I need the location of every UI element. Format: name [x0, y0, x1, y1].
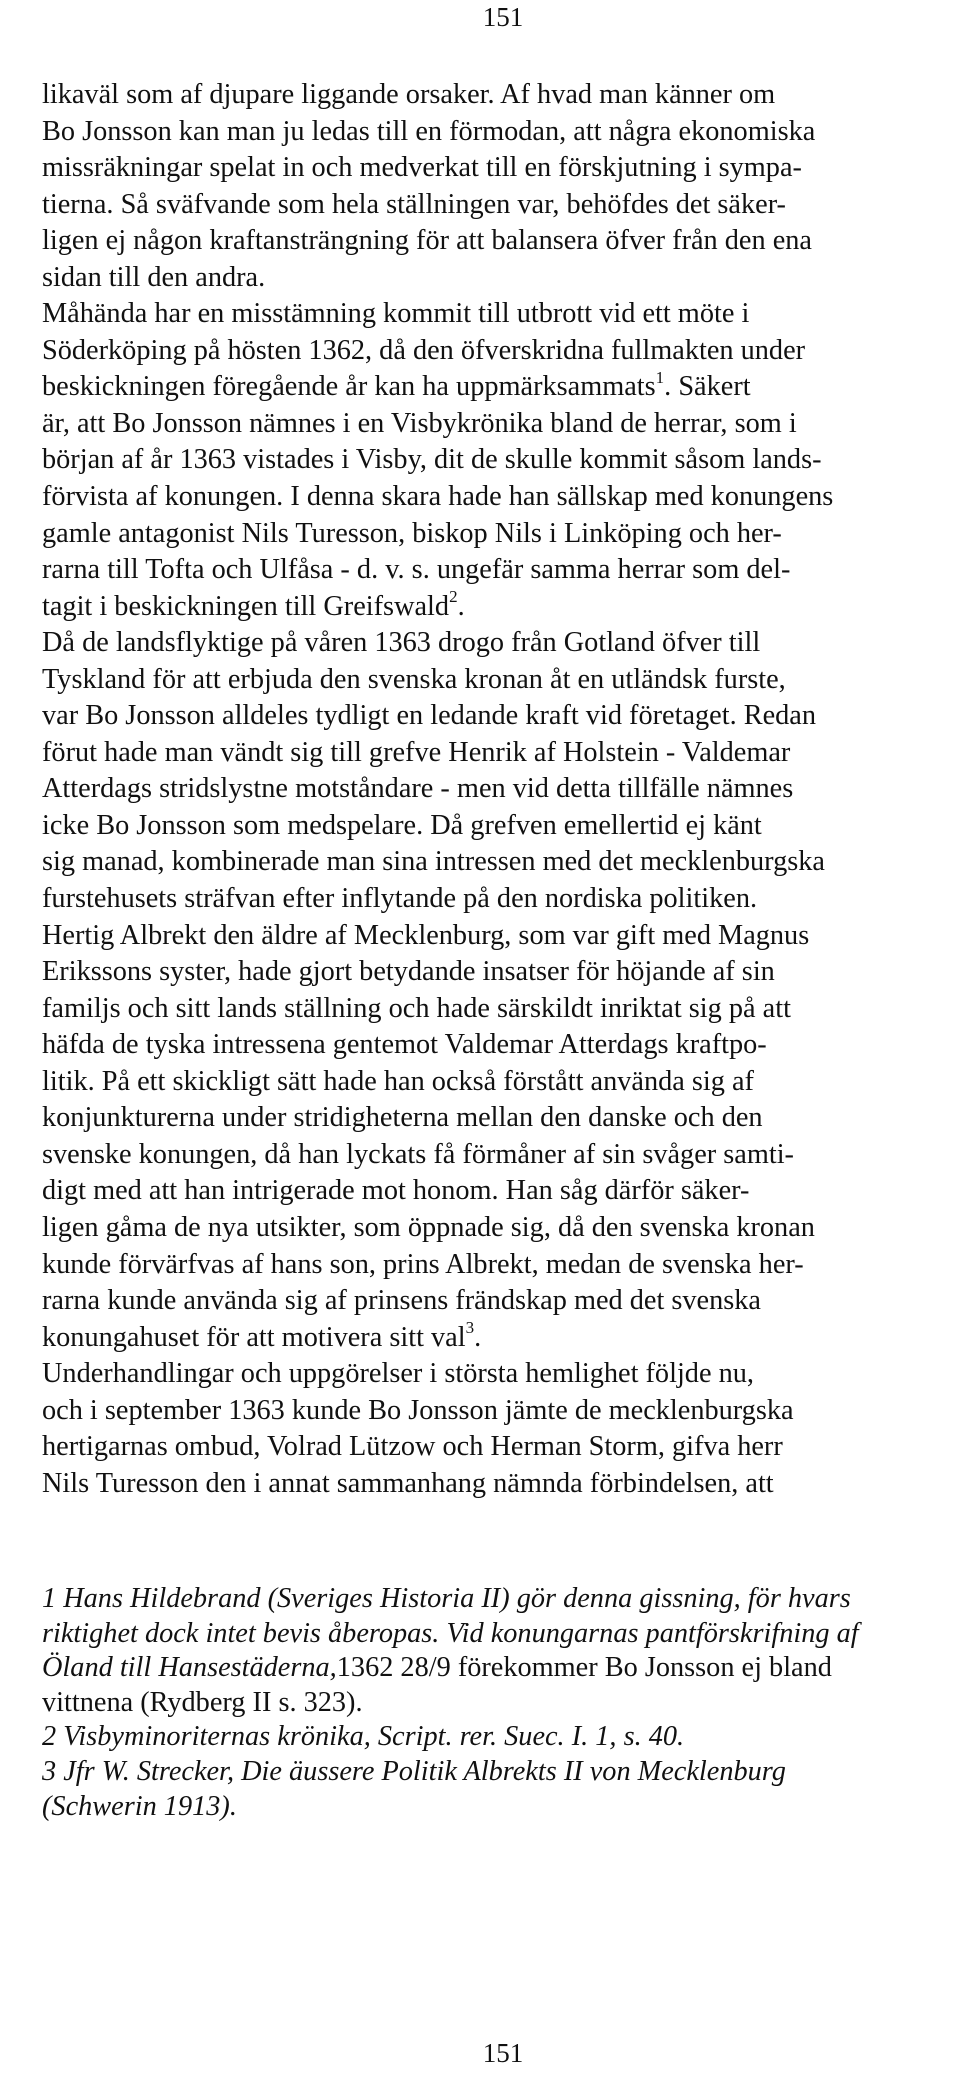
text-segment: Söderköping på hösten 1362, då den öfverskridna fullmakten under: [42, 334, 806, 366]
text-line: [42, 954, 942, 991]
text-line: [42, 771, 942, 808]
text-segment: förut hade man vändt sig till grefve Henrik af Holstein - Valdemar: [42, 736, 791, 768]
footnote-italic-text: 3 Jfr W. Strecker, Die äussere Politik Albrekts II von Mecklenburg: [42, 1755, 786, 1787]
text-line: [42, 735, 942, 772]
text-segment: Nils Turesson den i annat sammanhang nämnda förbindelsen, att: [42, 1467, 774, 1499]
footnote-line: [42, 1651, 942, 1686]
text-segment: Då de landsflyktige på våren 1363 drogo från Gotland öfver till: [42, 627, 761, 659]
text-segment: konungahuset för att motivera sitt val: [42, 1321, 466, 1353]
text-line: [42, 333, 942, 370]
text-line: [42, 442, 942, 479]
footnote-ref: 1: [655, 367, 665, 387]
text-segment: Tyskland för att erbjuda den svenska kronan åt en utländsk furste,: [42, 663, 786, 695]
text-segment: förvista af konungen. I denna skara hade han sällskap med konungens: [42, 481, 834, 513]
text-segment: Hertig Albrekt den äldre af Mecklenburg, som var gift med Magnus: [42, 919, 810, 951]
text-segment: .: [457, 590, 465, 622]
text-segment: var Bo Jonsson alldeles tydligt en ledande kraft vid företaget. Redan: [42, 700, 817, 732]
text-segment: furstehusets sträfvan efter inflytande på den nordiska politiken.: [42, 883, 758, 915]
text-segment: litik. På ett skickligt sätt hade han också förstått använda sig af: [42, 1065, 754, 1097]
text-line: [42, 1247, 942, 1284]
footnote-text: vittnena (Rydberg II s. 323).: [42, 1686, 363, 1718]
text-segment: . Säkert: [664, 371, 751, 403]
text-line: [42, 844, 942, 881]
text-line: [42, 1356, 942, 1393]
text-line: [42, 808, 942, 845]
text-line: [42, 1429, 942, 1466]
text-segment: icke Bo Jonsson som medspelare. Då grefven emellertid ej känt: [42, 809, 762, 841]
text-segment: början af år 1363 vistades i Visby, dit de skulle kommit såsom lands-: [42, 444, 822, 476]
footnote-italic-text: Öland till Hansestäderna,: [42, 1652, 337, 1684]
text-line: [42, 406, 942, 443]
text-segment: ligen gåma de nya utsikter, som öppnade sig, då den svenska kronan: [42, 1211, 815, 1243]
text-line: [42, 991, 942, 1028]
body-text: [42, 77, 942, 1502]
footnote-line: [42, 1720, 942, 1755]
text-segment: sidan till den andra.: [42, 261, 266, 293]
text-segment: tagit i beskickningen till Greifswald: [42, 590, 450, 622]
text-line: [42, 1137, 942, 1174]
text-line: [42, 1466, 942, 1503]
page-number-top: 151: [482, 2, 524, 32]
text-segment: rarna till Tofta och Ulfåsa - d. v. s. ungefär samma herrar som del-: [42, 554, 791, 586]
text-segment: är, att Bo Jonsson nämnes i en Visbykrönika bland de herrar, som i: [42, 407, 797, 439]
text-segment: beskickningen föregående år kan ha uppmärksammats: [42, 371, 656, 403]
footnote-ref: 3: [465, 1318, 475, 1338]
text-line: [42, 479, 942, 516]
text-line: [42, 1393, 942, 1430]
text-segment: kunde förvärfvas af hans son, prins Albrekt, medan de svenska her-: [42, 1248, 804, 1280]
footnote-italic-text: 1 Hans Hildebrand (Sveriges Historia II) gör denna gissning, för hvars: [42, 1583, 851, 1614]
text-line: [42, 150, 942, 187]
page-number-bottom: 151: [482, 2038, 524, 2068]
text-segment: tierna. Så sväfvande som hela ställningen var, behöfdes det säker-: [42, 188, 786, 220]
text-segment: ligen ej någon kraftansträngning för att balansera öfver från den ena: [42, 225, 812, 257]
text-line: [42, 1210, 942, 1247]
text-line: [42, 1320, 942, 1357]
footnote-italic-text: (Schwerin 1913).: [42, 1790, 237, 1822]
text-line: [42, 918, 942, 955]
text-line: [42, 881, 942, 918]
text-line: [42, 1027, 942, 1064]
footnote-text: 1362 28/9 förekommer Bo Jonsson ej bland: [336, 1652, 832, 1684]
text-line: [42, 77, 942, 114]
text-line: [42, 516, 942, 553]
text-line: [42, 662, 942, 699]
text-line: [42, 1173, 942, 1210]
text-line: [42, 552, 942, 589]
footnote-italic-text: 2 Visbyminoriternas krönika, Script. rer. Suec. I. 1, s. 40.: [42, 1721, 685, 1753]
text-segment: .: [474, 1321, 482, 1353]
footnote-ref: 2: [449, 587, 458, 607]
text-line: [42, 1100, 942, 1137]
text-line: [42, 1283, 942, 1320]
text-line: [42, 187, 942, 224]
text-line: [42, 114, 942, 151]
text-segment: Atterdags stridslystne motståndare - men vid detta tillfälle nämnes: [42, 773, 794, 805]
text-segment: likaväl som af djupare liggande orsaker. Af hvad man känner om: [42, 79, 776, 110]
text-line: [42, 369, 942, 406]
text-segment: Bo Jonsson kan man ju ledas till en förmodan, att några ekonomiska: [42, 115, 816, 147]
text-segment: sig manad, kombinerade man sina intressen med det mecklenburgska: [42, 846, 825, 878]
text-segment: digt med att han intrigerade mot honom. Han såg därför säker-: [42, 1175, 750, 1207]
text-line: [42, 625, 942, 662]
text-segment: häfda de tyska intressena gentemot Valdemar Atterdags kraftpo-: [42, 1029, 767, 1061]
text-segment: konjunkturerna under stridigheterna mellan den danske och den: [42, 1102, 763, 1134]
footnote-line: [42, 1755, 942, 1790]
text-segment: Måhända har en misstämning kommit till utbrott vid ett möte i: [42, 298, 750, 330]
footnote-line: [42, 1617, 942, 1652]
text-line: [42, 296, 942, 333]
text-line: [42, 589, 942, 626]
text-line: [42, 1064, 942, 1101]
text-segment: gamle antagonist Nils Turesson, biskop Nils i Linköping och her-: [42, 517, 782, 549]
text-line: [42, 223, 942, 260]
text-segment: rarna kunde använda sig af prinsens frändskap med det svenska: [42, 1285, 761, 1317]
text-segment: Erikssons syster, hade gjort betydande insatser för höjande af sin: [42, 956, 775, 988]
text-segment: svenske konungen, då han lyckats få förmåner af sin svåger samti-: [42, 1138, 794, 1170]
footnote-italic-text: riktighet dock intet bevis åberopas. Vid konungarnas pantförskrifning af: [42, 1617, 859, 1649]
text-line: [42, 698, 942, 735]
text-segment: Underhandlingar och uppgörelser i största hemlighet följde nu,: [42, 1358, 754, 1390]
footnotes: [42, 1582, 942, 1824]
text-segment: och i september 1363 kunde Bo Jonsson jämte de mecklenburgska: [42, 1394, 794, 1426]
footnote-line: [42, 1582, 942, 1617]
text-segment: familjs och sitt lands ställning och hade särskildt inriktat sig på att: [42, 992, 791, 1024]
text-segment: missräkningar spelat in och medverkat till en förskjutning i sympa-: [42, 152, 802, 184]
footnote-line: [42, 1686, 942, 1721]
footnote-line: [42, 1790, 942, 1825]
text-segment: hertigarnas ombud, Volrad Lützow och Herman Storm, gifva herr: [42, 1431, 783, 1463]
text-line: [42, 260, 942, 297]
